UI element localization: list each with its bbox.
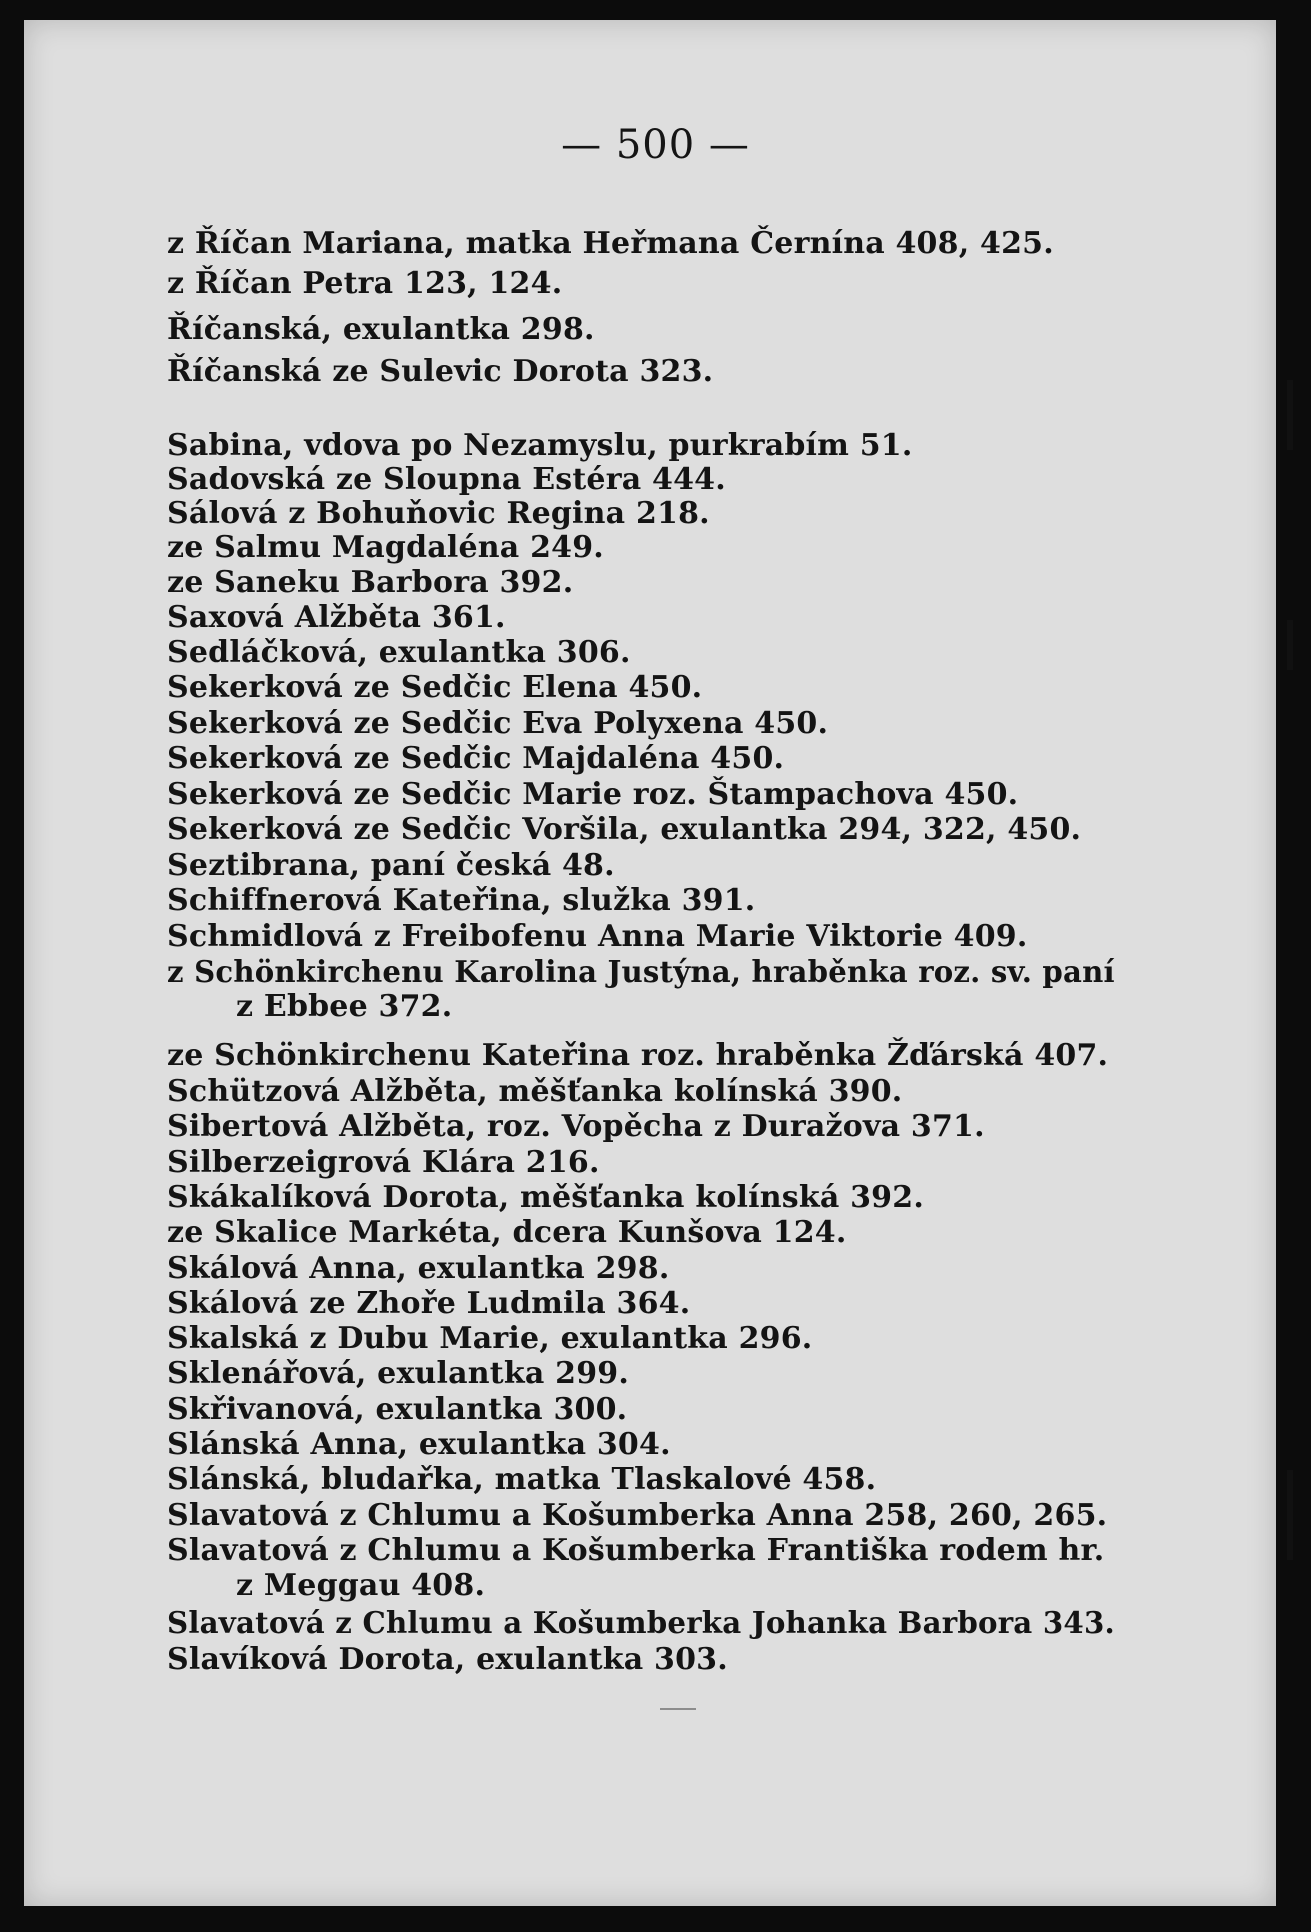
- index-entry: Skálová Anna, exulantka 298.: [167, 1251, 670, 1286]
- index-entry: Skalská z Dubu Marie, exulantka 296.: [167, 1321, 813, 1356]
- index-entry: Sibertová Alžběta, roz. Vopěcha z Duražova 371.: [167, 1109, 985, 1144]
- index-entry: ze Schönkirchenu Kateřina roz. hraběnka Žďárská 407.: [167, 1038, 1109, 1073]
- index-entry: Schiffnerová Kateřina, služka 391.: [167, 883, 756, 918]
- index-entry-continuation: z Meggau 408.: [236, 1568, 486, 1603]
- index-entry: Slavatová z Chlumu a Košumberka Anna 258, 260, 265.: [167, 1498, 1108, 1533]
- index-entry: Sekerková ze Sedčic Majdaléna 450.: [167, 741, 785, 776]
- index-entry: z Říčan Mariana, matka Heřmana Černína 408, 425.: [167, 226, 1054, 261]
- index-entry: Sálová z Bohuňovic Regina 218.: [167, 496, 710, 531]
- index-entry: z Říčan Petra 123, 124.: [167, 266, 563, 301]
- index-entry: Sekerková ze Sedčic Elena 450.: [167, 670, 703, 705]
- index-entry: Skákalíková Dorota, měšťanka kolínská 392.: [167, 1180, 924, 1215]
- index-entry: Říčanská ze Sulevic Dorota 323.: [167, 354, 714, 389]
- index-entry: z Schönkirchenu Karolina Justýna, hraběnka roz. sv. paní: [167, 955, 1115, 990]
- index-entry: Slánská Anna, exulantka 304.: [167, 1427, 671, 1462]
- index-entry: Sklenářová, exulantka 299.: [167, 1356, 629, 1391]
- index-entry: Sekerková ze Sedčic Eva Polyxena 450.: [167, 706, 829, 741]
- index-entry: Sekerková ze Sedčic Voršila, exulantka 294, 322, 450.: [167, 812, 1082, 847]
- closing-rule: [660, 1708, 696, 1710]
- index-entry-continuation: z Ebbee 372.: [236, 989, 453, 1024]
- index-entry: ze Saneku Barbora 392.: [167, 565, 574, 600]
- index-entry: Sekerková ze Sedčic Marie roz. Štampachova 450.: [167, 777, 1019, 812]
- index-entry: Skřivanová, exulantka 300.: [167, 1392, 628, 1427]
- index-entry: ze Skalice Markéta, dcera Kunšova 124.: [167, 1215, 847, 1250]
- index-entry: ze Salmu Magdaléna 249.: [167, 530, 604, 565]
- index-entry: Slavatová z Chlumu a Košumberka Johanka Barbora 343.: [167, 1606, 1115, 1641]
- index-entry: Slavíková Dorota, exulantka 303.: [167, 1642, 728, 1677]
- index-entry: Saxová Alžběta 361.: [167, 600, 506, 635]
- index-entry: Silberzeigrová Klára 216.: [167, 1145, 600, 1180]
- index-entry: Schützová Alžběta, měšťanka kolínská 390.: [167, 1074, 903, 1109]
- index-entry: Seztibrana, paní česká 48.: [167, 848, 615, 883]
- index-entry: Říčanská, exulantka 298.: [167, 312, 595, 347]
- index-entry: Skálová ze Zhoře Ludmila 364.: [167, 1286, 691, 1321]
- index-entry: Slánská, bludařka, matka Tlaskalové 458.: [167, 1462, 877, 1497]
- page-number: — 500 —: [561, 122, 750, 168]
- index-entry: Schmidlová z Freibofenu Anna Marie Viktorie 409.: [167, 919, 1028, 954]
- index-entry: Sadovská ze Sloupna Estéra 444.: [167, 462, 726, 497]
- index-entry: Sabina, vdova po Nezamyslu, purkrabím 51.: [167, 428, 913, 463]
- index-entry: Sedláčková, exulantka 306.: [167, 635, 631, 670]
- index-entry: Slavatová z Chlumu a Košumberka Františka rodem hr.: [167, 1533, 1105, 1568]
